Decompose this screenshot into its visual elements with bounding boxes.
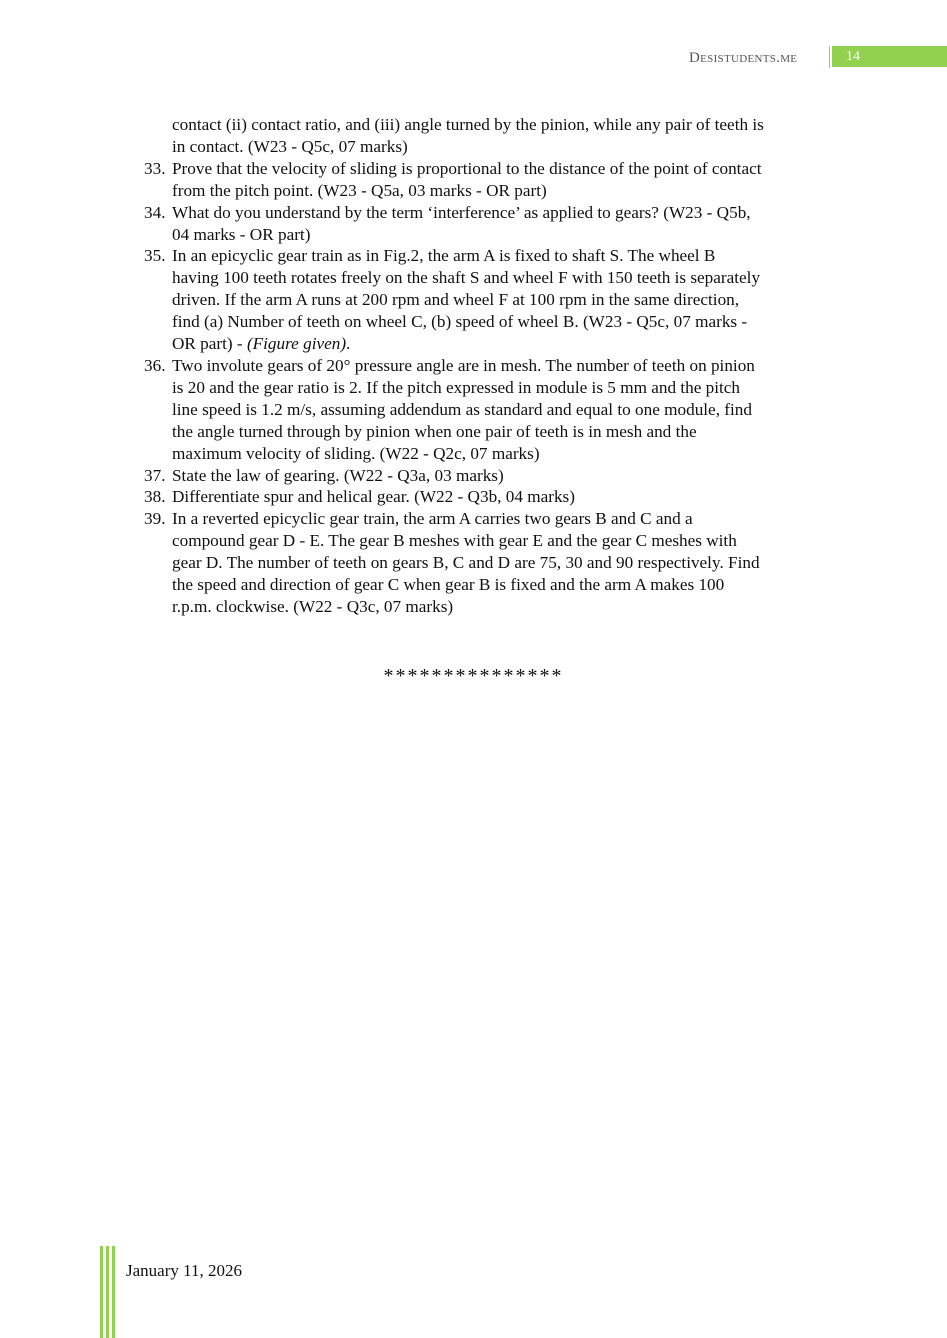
- text-line: having 100 teeth rotates freely on the shaft S and wheel F with 150 teeth is separately: [172, 268, 761, 288]
- question-number: 35.: [144, 246, 166, 266]
- text-line: is 20 and the gear ratio is 2. If the pitch expressed in module is 5 mm and the pitch: [172, 377, 741, 397]
- text-line: Two involute gears of 20° pressure angle are in mesh. The number of teeth on pinion: [172, 355, 755, 375]
- text-line: gear D. The number of teeth on gears B, C and D are 75, 30 and 90 respectively. Find: [172, 553, 760, 573]
- question-34: [140, 202, 840, 246]
- question-number: 37.: [144, 465, 166, 485]
- question-number: 34.: [144, 202, 166, 222]
- text-line: What do you understand by the term ‘interference’ as applied to gears? (W23 - Q5b,: [172, 202, 751, 222]
- text-segment: .: [346, 334, 351, 354]
- accent-bar: [100, 1246, 103, 1338]
- text-line: r.p.m. clockwise. (W22 - Q3c, 07 marks): [172, 596, 454, 616]
- text-line: the angle turned through by pinion when one pair of teeth is in mesh and the: [172, 421, 697, 441]
- end-of-section-marker: ***************: [383, 665, 564, 687]
- question-number: 38.: [144, 487, 166, 507]
- text-line: Differentiate spur and helical gear. (W22 - Q3b, 04 marks): [172, 487, 575, 507]
- question-number: 36.: [144, 355, 166, 375]
- text-line: maximum velocity of sliding. (W22 - Q2c, 07 marks): [172, 443, 540, 463]
- header-site-name: Desistudents.me: [689, 50, 798, 66]
- text-line: In a reverted epicyclic gear train, the arm A carries two gears B and C and a: [172, 509, 693, 529]
- figure-note: (Figure given): [246, 334, 347, 354]
- accent-bar: [112, 1246, 115, 1338]
- text-line: in contact. (W23 - Q5c, 07 marks): [172, 136, 408, 156]
- text-line: 04 marks - OR part): [172, 224, 311, 244]
- text-line: Prove that the velocity of sliding is proportional to the distance of the point of contact: [172, 158, 762, 178]
- question-33: [140, 158, 840, 202]
- text-line: from the pitch point. (W23 - Q5a, 03 marks - OR part): [172, 180, 547, 200]
- question-38: [140, 486, 840, 508]
- question-list: [140, 114, 840, 618]
- header-divider: [829, 46, 830, 68]
- footer-accent-bars: [100, 1246, 116, 1338]
- question-39: [140, 508, 840, 618]
- text-line: the speed and direction of gear C when gear B is fixed and the arm A makes 100: [172, 575, 725, 595]
- text-line: driven. If the arm A runs at 200 rpm and wheel F at 100 rpm in the same direction,: [172, 290, 740, 310]
- text-line: contact (ii) contact ratio, and (iii) angle turned by the pinion, while any pair of teeth is: [172, 115, 764, 134]
- footer-date: January 11, 2026: [126, 1261, 242, 1280]
- question-36: [140, 355, 840, 465]
- text-line: State the law of gearing. (W22 - Q3a, 03 marks): [172, 465, 504, 485]
- text-line: [172, 333, 840, 355]
- text-segment: OR part) -: [172, 334, 247, 354]
- page-number-badge: 14: [832, 46, 947, 67]
- text-line: find (a) Number of teeth on wheel C, (b) speed of wheel B. (W23 - Q5c, 07 marks -: [172, 312, 748, 332]
- question-number: 39.: [144, 509, 166, 529]
- question-number: 33.: [144, 158, 166, 178]
- question-35: [140, 245, 840, 355]
- question-37: [140, 465, 840, 487]
- text-line: In an epicyclic gear train as in Fig.2, the arm A is fixed to shaft S. The wheel B: [172, 246, 716, 266]
- text-line: line speed is 1.2 m/s, assuming addendum as standard and equal to one module, find: [172, 399, 752, 419]
- continued-question-text: [140, 114, 840, 158]
- text-line: compound gear D - E. The gear B meshes with gear E and the gear C meshes with: [172, 531, 737, 551]
- accent-bar: [106, 1246, 109, 1338]
